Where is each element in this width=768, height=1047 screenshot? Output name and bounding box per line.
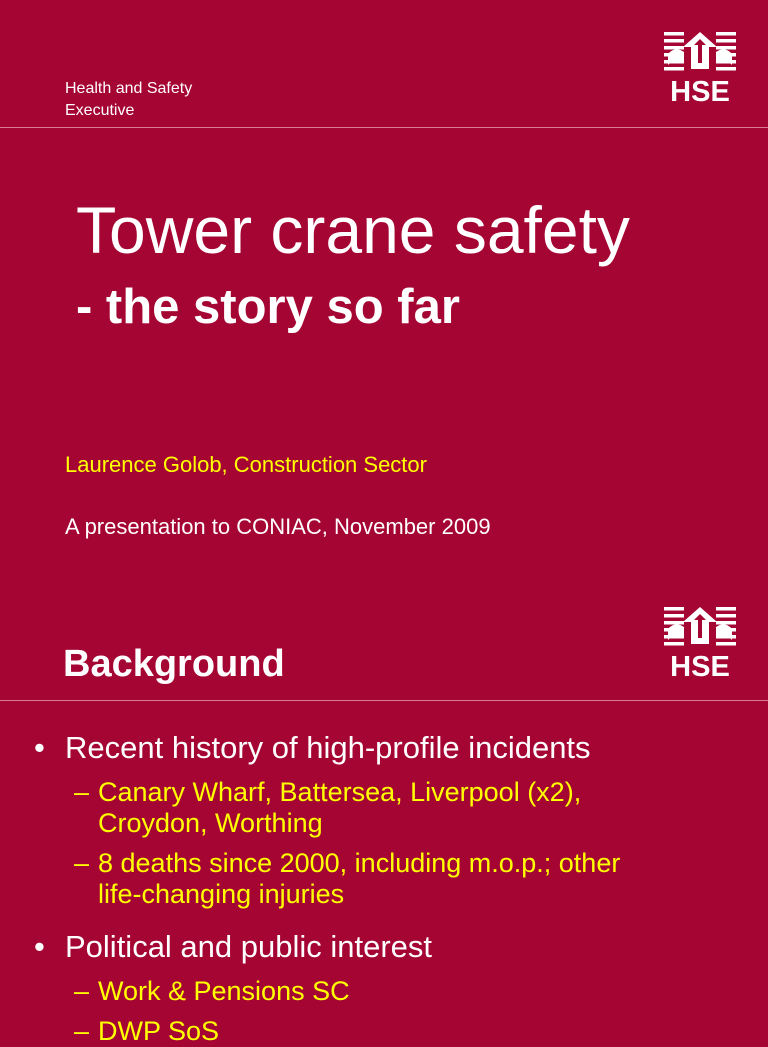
- bullet-dot-icon: •: [34, 929, 45, 964]
- sub-bullet-line: DWP SoS: [98, 1016, 220, 1046]
- organisation-name-line-1: Health and Safety: [65, 80, 193, 97]
- hse-logo-text: HSE: [670, 76, 730, 108]
- bullet-item: [32, 927, 752, 967]
- bullet-dot-icon: •: [34, 730, 45, 765]
- organisation-name: [65, 78, 192, 122]
- bullet-item: [32, 728, 752, 768]
- sub-bullet-line: life-changing injuries: [98, 879, 345, 909]
- dash-icon: –: [74, 976, 90, 1006]
- presentation-line: A presentation to CONIAC, November 2009: [65, 514, 491, 539]
- author-line: Laurence Golob, Construction Sector: [65, 452, 427, 477]
- sub-bullet-item: [32, 976, 752, 1007]
- hse-logo-icon: [662, 30, 738, 108]
- sub-bullet-line: Canary Wharf, Battersea, Liverpool (x2),: [98, 777, 582, 807]
- bullet-text: Recent history of high-profile incidents: [65, 730, 591, 765]
- header-divider: [0, 127, 768, 128]
- sub-bullet-item: [32, 777, 752, 839]
- organisation-name-line-2: Executive: [65, 102, 135, 119]
- bullet-text: Political and public interest: [65, 929, 433, 964]
- dash-icon: –: [74, 777, 90, 807]
- dash-icon: –: [74, 1016, 90, 1046]
- hse-logo-text: HSE: [670, 651, 730, 683]
- sub-bullet-item: [32, 848, 752, 910]
- slide-subtitle: - the story so far: [76, 280, 460, 334]
- sub-bullet-line: Work & Pensions SC: [98, 976, 350, 1006]
- background-title: Background: [63, 643, 285, 685]
- title-divider: [0, 700, 768, 701]
- dash-icon: –: [74, 848, 90, 878]
- sub-bullet-line: 8 deaths since 2000, including m.o.p.; other: [98, 848, 621, 878]
- sub-bullet-item: [32, 1016, 752, 1047]
- background-slide: [0, 580, 768, 1046]
- slide-title: Tower crane safety: [76, 193, 630, 267]
- sub-bullet-line: Croydon, Worthing: [98, 808, 323, 838]
- bullet-list: [32, 728, 752, 1047]
- hse-logo-icon: [662, 605, 738, 683]
